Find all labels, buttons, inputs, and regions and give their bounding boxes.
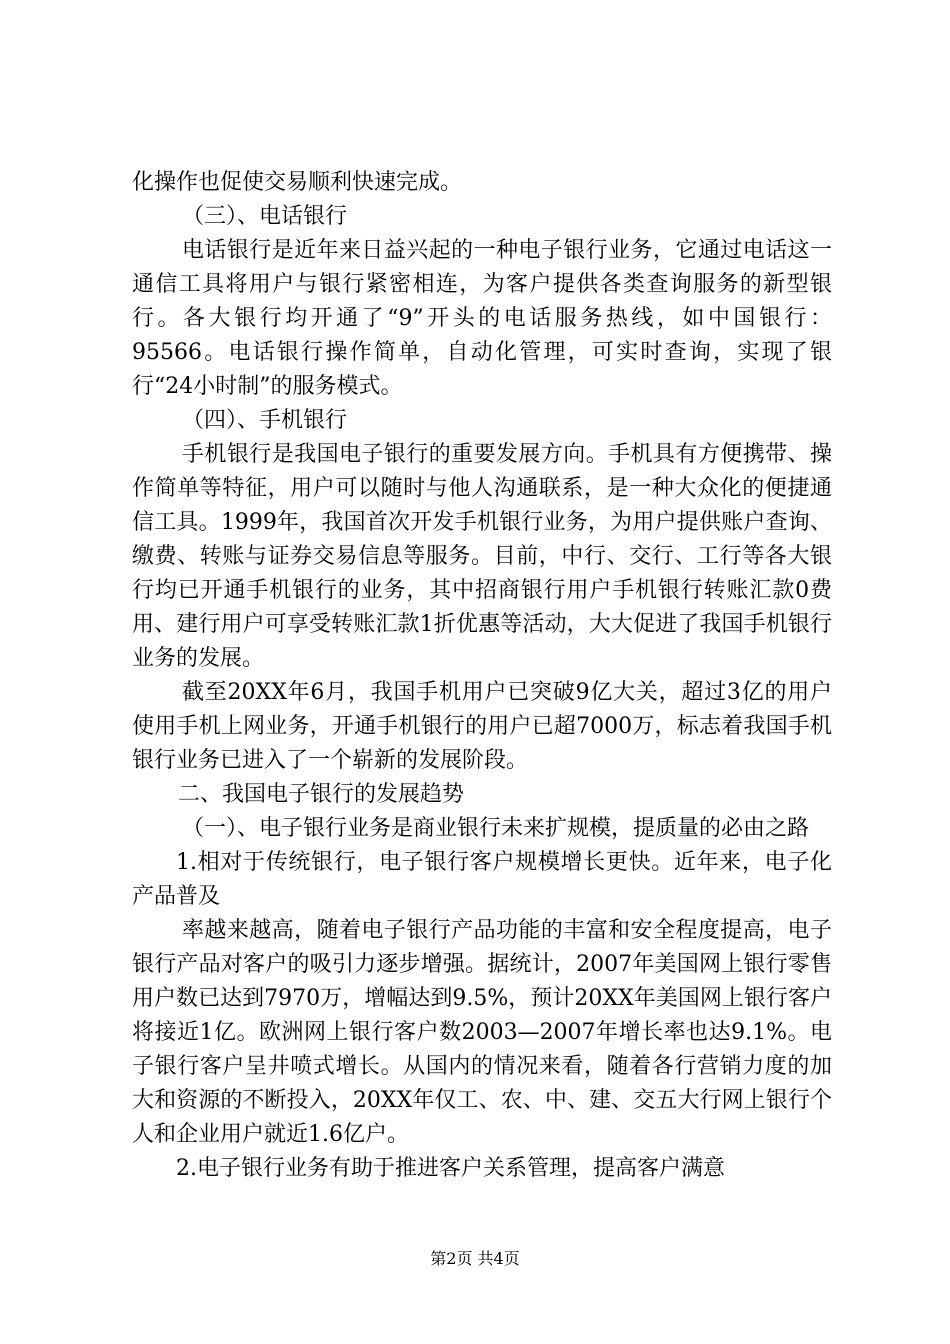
paragraph-phone-banking: 电话银行是近年来日益兴起的一种电子银行业务，它通过电话这一通信工具将用户与银行紧密相连，为客户提供各类查询服务的新型银行。各大银行均开通了“9”开头的电话服务热线，如中国银行：95566。电话银行操作简单，自动化管理，可实时查询，实现了银行“24小时制”的服务模式。 bbox=[132, 238, 832, 399]
paragraph-mobile-users: 截至20XX年6月，我国手机用户已突破9亿大关，超过3亿的用户使用手机上网业务，开通手机银行的用户已超7000万，标志着我国手机银行业务已进入了一个崭新的发展阶段。 bbox=[132, 680, 832, 773]
numbered-item-1: 1.相对于传统银行，电子银行客户规模增长更快。近年来，电子化产品普及 bbox=[132, 850, 832, 909]
section-heading-trends: 二、我国电子银行的发展趋势 bbox=[178, 782, 465, 807]
numbered-item-2: 2.电子银行业务有助于推进客户关系管理，提高客户满意 bbox=[176, 1156, 725, 1181]
document-body bbox=[132, 166, 832, 1186]
section-heading-mobile-banking: （四）、手机银行 bbox=[182, 408, 348, 433]
paragraph-growth-stats: 率越来越高，随着电子银行产品功能的丰富和安全程度提高，电子银行产品对客户的吸引力逐步增强。据统计，2007年美国网上银行零售用户数已达到7970万，增幅达到9.5%，预计20XX年美国网上银行客户将接近1亿。欧洲网上银行客户数2003—2007年增长率也达9.1%。电子银行客户呈井喷式增长。从国内的情况来看，随着各行营销力度的加大和资源的不断投入，20XX年仅工、农、中、建、交五大行网上银行个人和企业用户就近1.6亿户。 bbox=[132, 918, 832, 1147]
paragraph-mobile-banking: 手机银行是我国电子银行的重要发展方向。手机具有方便携带、操作简单等特征，用户可以随时与他人沟通联系，是一种大众化的便捷通信工具。1999年，我国首次开发手机银行业务，为用户提供账户查询、缴费、转账与证券交易信息等服务。目前，中行、交行、工行等各大银行均已开通手机银行的业务，其中招商银行用户手机银行转账汇款0费用、建行用户可享受转账汇款1折优惠等活动，大大促进了我国手机银行业务的发展。 bbox=[132, 442, 832, 671]
subsection-heading-growth-path: （一）、电子银行业务是商业银行未来扩规模，提质量的必由之路 bbox=[182, 816, 810, 841]
page-number-footer: 第2页 共4页 bbox=[430, 1249, 520, 1268]
paragraph-continuation: 化操作也促使交易顺利快速完成。 bbox=[132, 170, 463, 195]
section-heading-phone-banking: （三）、电话银行 bbox=[182, 204, 348, 229]
